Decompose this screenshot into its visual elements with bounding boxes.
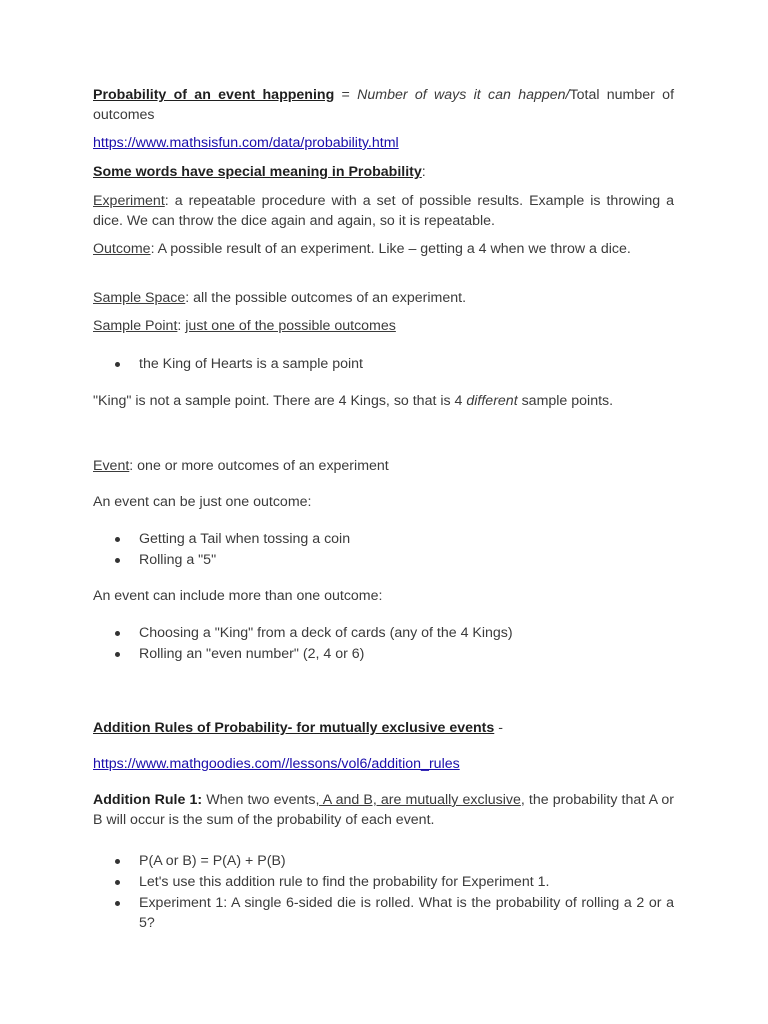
sample-point-term: Sample Point	[93, 318, 178, 334]
bullet-icon	[115, 901, 120, 906]
probability-term: Probability of an event happening	[93, 87, 335, 103]
addition-rule-1-label: Addition Rule 1:	[93, 792, 203, 808]
bullet-icon	[115, 652, 120, 657]
list-item-text: Rolling a "5"	[139, 552, 217, 568]
mathgoodies-link-line	[93, 755, 674, 775]
sample-point-text: just one of the possible outcomes	[185, 318, 396, 334]
mathgoodies-link[interactable]: https://www.mathgoodies.com//lessons/vol6/addition_rules	[93, 756, 460, 772]
addition-rule-1-rest: , the probability that A or B will occur is the sum of the probability of each event.	[93, 792, 674, 828]
numerator-text: Number of ways it can happen/	[357, 87, 570, 103]
list-item-text: Experiment 1: A single 6-sided die is rolled. What is the probability of rolling a 2 or a 5?	[139, 895, 674, 931]
probability-definition	[93, 86, 674, 125]
list-item	[93, 873, 674, 893]
addition-rule-1-list	[93, 852, 674, 935]
list-item-text: Rolling an "even number" (2, 4 or 6)	[139, 646, 365, 662]
special-meaning-colon: :	[421, 164, 426, 180]
bullet-icon	[115, 558, 120, 563]
experiment-text: : a repeatable procedure with a set of possible results. Example is throwing a dice. We can throw the dice again and again, so it is repeatable.	[93, 193, 674, 229]
bullet-icon	[115, 362, 120, 367]
one-outcome-intro: An event can be just one outcome:	[93, 494, 312, 510]
one-outcome-list	[93, 530, 674, 572]
list-item	[93, 852, 674, 872]
addition-rules-dash: -	[494, 720, 503, 736]
special-meaning-title: Some words have special meaning in Probability	[93, 164, 422, 180]
king-text-italic: different	[466, 393, 518, 409]
addition-rule-1	[93, 791, 674, 830]
list-item-text: Let's use this addition rule to find the probability for Experiment 1.	[139, 874, 550, 890]
sample-point-colon: :	[177, 318, 186, 334]
more-outcomes-intro: An event can include more than one outcome:	[93, 588, 383, 604]
addition-rules-title: Addition Rules of Probability- for mutually exclusive events	[93, 720, 495, 736]
more-outcomes-list	[93, 624, 674, 666]
bullet-icon	[115, 880, 120, 885]
addition-rules-heading	[93, 719, 674, 739]
addition-rule-1-lead: When two events	[202, 792, 316, 808]
list-item	[93, 530, 674, 550]
king-explanation	[93, 392, 674, 412]
list-item	[93, 355, 674, 375]
outcome-text: : A possible result of an experiment. Like – getting a 4 when we throw a dice.	[150, 241, 631, 257]
outcome-definition	[93, 240, 674, 260]
list-item	[93, 624, 674, 644]
list-item	[93, 551, 674, 571]
mathsisfun-link-line	[93, 134, 674, 154]
experiment-term: Experiment	[93, 193, 165, 209]
event-text: : one or more outcomes of an experiment	[129, 458, 389, 474]
list-item	[93, 645, 674, 665]
sample-point-definition	[93, 317, 674, 337]
list-item-text: the King of Hearts is a sample point	[139, 356, 363, 372]
equals-sign: =	[334, 87, 358, 103]
sample-space-term: Sample Space	[93, 290, 186, 306]
sample-point-list	[93, 355, 674, 376]
sample-space-text: : all the possible outcomes of an experiment.	[185, 290, 467, 306]
bullet-icon	[115, 859, 120, 864]
king-text-before: "King" is not a sample point. There are 4 Kings, so that is 4	[93, 393, 467, 409]
king-text-after: sample points.	[517, 393, 614, 409]
event-term: Event	[93, 458, 130, 474]
list-item	[93, 894, 674, 933]
special-meaning-heading	[93, 163, 674, 183]
list-item-text: P(A or B) = P(A) + P(B)	[139, 853, 286, 869]
outcome-term: Outcome	[93, 241, 151, 257]
addition-rule-1-underlined: , A and B, are mutually exclusive	[315, 792, 521, 808]
experiment-definition	[93, 192, 674, 231]
list-item-text: Getting a Tail when tossing a coin	[139, 531, 351, 547]
list-item-text: Choosing a "King" from a deck of cards (any of the 4 Kings)	[139, 625, 513, 641]
bullet-icon	[115, 631, 120, 636]
bullet-icon	[115, 537, 120, 542]
sample-space-definition	[93, 289, 674, 309]
mathsisfun-link[interactable]: https://www.mathsisfun.com/data/probability.html	[93, 135, 399, 151]
denominator-text: Total number of outcomes	[93, 87, 675, 123]
event-definition	[93, 457, 674, 477]
